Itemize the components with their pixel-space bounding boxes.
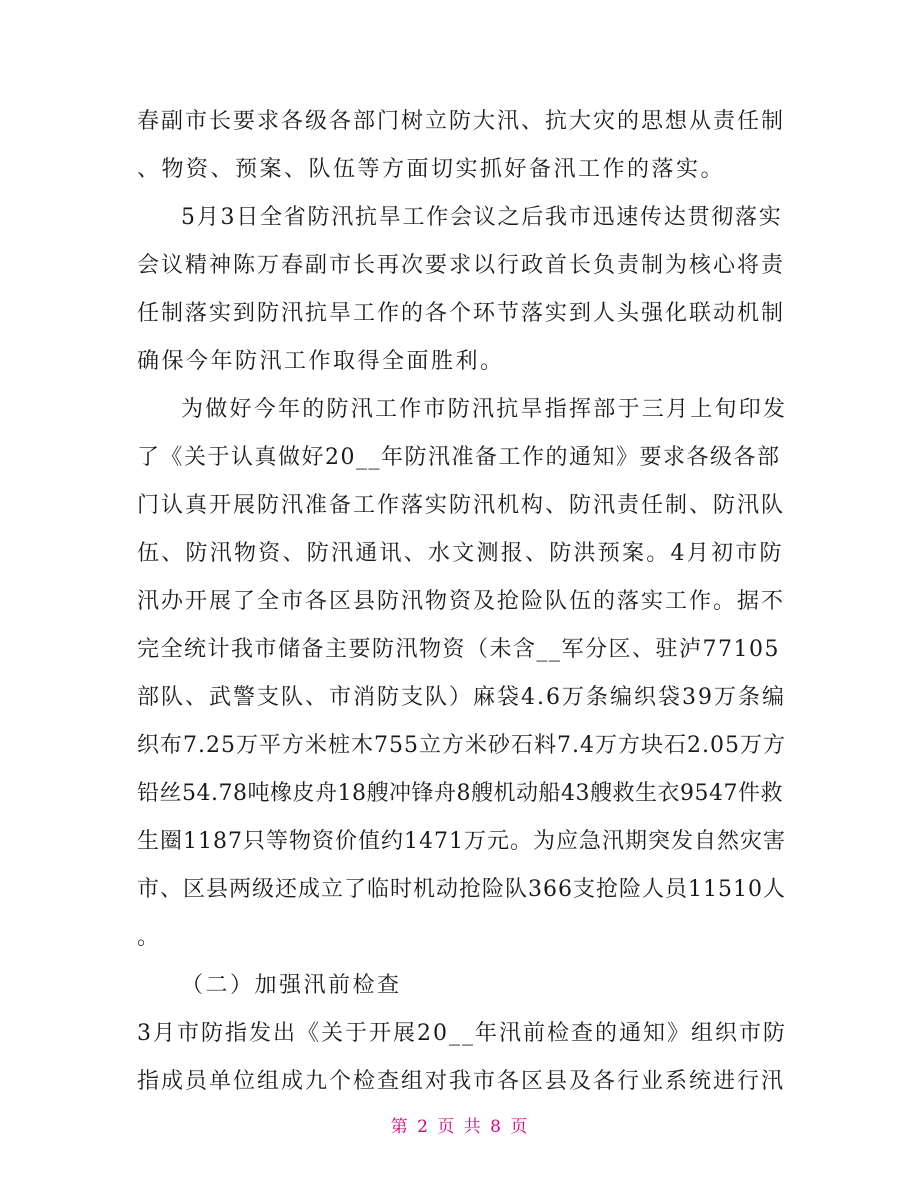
text-line: 市、区县两级还成立了临时机动抢险队366支抢险人员11510人 — [137, 877, 786, 902]
text-line: 生圈1187只等物资价值约1471万元。为应急汛期突发自然灾害 — [137, 829, 786, 854]
text-line: 会议精神陈万春副市长再次要求以行政首长负责制为核心将责 — [137, 253, 786, 278]
text-line: 。 — [137, 925, 162, 950]
text-line: 织布7.25万平方米桩木755立方米砂石料7.4万方块石2.05万方 — [137, 733, 786, 758]
text-line: 确保今年防汛工作取得全面胜利。 — [137, 349, 505, 374]
text-line: 春副市长要求各级各部门树立防大汛、抗大灾的思想从责任制 — [137, 109, 786, 134]
page-number-footer: 第 2 页 共 8 页 — [390, 1117, 530, 1137]
text-line: 任制落实到防汛抗旱工作的各个环节落实到人头强化联动机制 — [137, 301, 786, 326]
text-line: 3月市防指发出《关于开展20__年汛前检查的通知》组织市防 — [137, 1021, 787, 1046]
text-line: 完全统计我市储备主要防汛物资（未含__军分区、驻泸77105 — [137, 637, 780, 662]
text-line: 汛办开展了全市各区县防汛物资及抢险队伍的落实工作。据不 — [137, 589, 786, 614]
text-line: 5月3日全省防汛抗旱工作会议之后我市迅速传达贯彻落实 — [181, 205, 783, 230]
text-line: 门认真开展防汛准备工作落实防汛机构、防汛责任制、防汛队 — [137, 493, 786, 518]
text-line: 部队、武警支队、市消防支队）麻袋4.6万条编织袋39万条编 — [137, 685, 786, 710]
text-line: 铅丝54.78吨橡皮舟18艘冲锋舟8艘机动船43艘救生衣9547件救 — [137, 781, 783, 806]
document-body — [137, 98, 787, 1106]
section-heading: （二）加强汛前检查 — [181, 973, 402, 998]
text-line: 了《关于认真做好20__年防汛准备工作的通知》要求各级各部 — [137, 445, 781, 470]
text-line: 伍、防汛物资、防汛通讯、水文测报、防洪预案。4月初市防 — [137, 541, 784, 566]
text-line: 指成员单位组成九个检查组对我市各区县及各行业系统进行汛 — [137, 1069, 786, 1094]
text-line: 、物资、预案、队伍等方面切实抓好备汛工作的落实。 — [137, 157, 726, 182]
text-line: 为做好今年的防汛工作市防汛抗旱指挥部于三月上旬印发 — [181, 397, 788, 422]
